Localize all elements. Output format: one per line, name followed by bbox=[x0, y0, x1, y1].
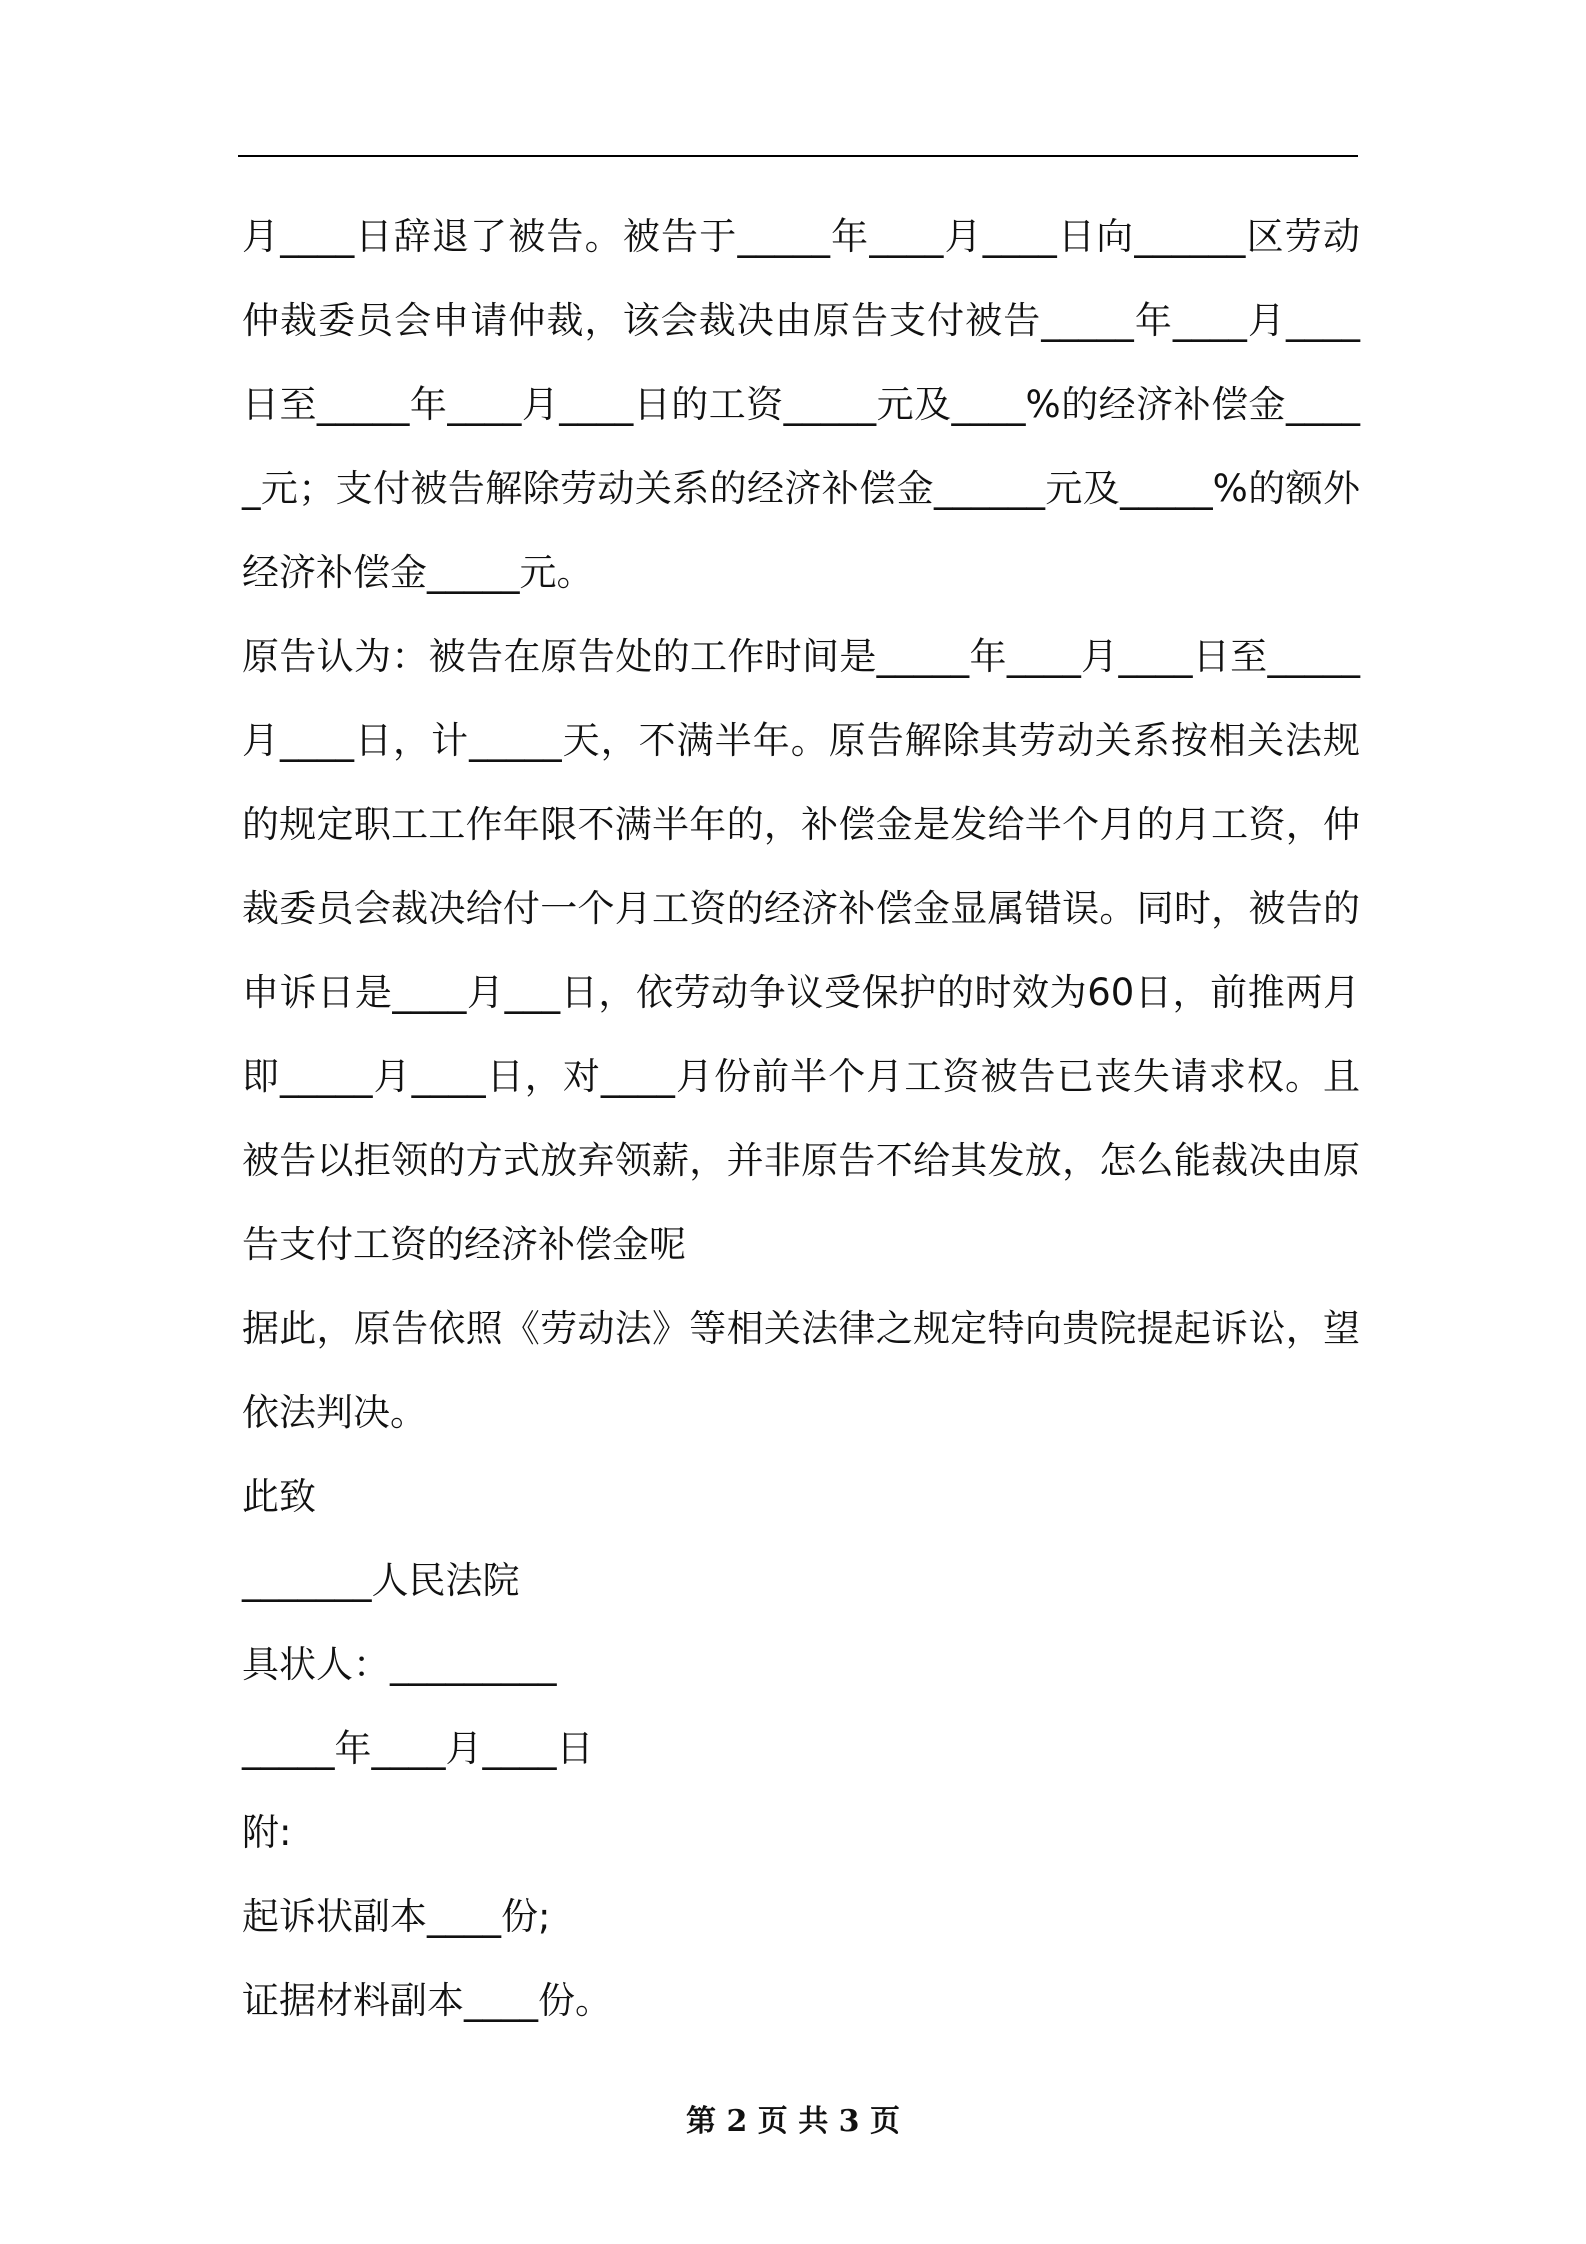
court-name: _______人民法院 bbox=[242, 1559, 520, 1602]
paragraph-arbitration-facts: 月____日辞退了被告。被告于_____年____月____日向______区劳动仲裁委员会申请仲裁，该会裁决由原告支付被告_____年____月____日至_____年____月____日的工资_____元及____%的经济补偿金_____元；支付被告解除劳动关系的经济补偿金______元及_____%的额外经济补偿金_____元。 bbox=[242, 215, 1360, 594]
attachments-heading: 附: bbox=[242, 1811, 292, 1854]
document-body bbox=[242, 195, 1360, 2043]
header-rule bbox=[238, 155, 1358, 157]
page-number-footer: 第 2 页 共 3 页 bbox=[686, 2104, 900, 2139]
signer-line: 具状人：_________ bbox=[242, 1643, 557, 1686]
paragraph-plaintiff-argument: 原告认为：被告在原告处的工作时间是_____年____月____日至_____月____日，计_____天，不满半年。原告解除其劳动关系按相关法规的规定职工工作年限不满半年的，补偿金是发给半个月的月工资，仲裁委员会裁决给付一个月工资的经济补偿金显属错误。同时，被告的申诉日是____月___日，依劳动争议受保护的时效为60日，前推两月即_____月____日，对____月份前半个月工资被告已丧失请求权。且被告以拒领的方式放弃领薪，并非原告不给其发放，怎么能裁决由原告支付工资的经济补偿金呢 bbox=[242, 635, 1360, 1266]
attachment-item-complaint-copies: 起诉状副本____份; bbox=[242, 1895, 551, 1938]
paragraph-claim: 据此，原告依照《劳动法》等相关法律之规定特向贵院提起诉讼，望依法判决。 bbox=[242, 1307, 1360, 1434]
date-line: _____年____月____日 bbox=[242, 1727, 594, 1770]
attachment-item-evidence-copies: 证据材料副本____份。 bbox=[242, 1979, 612, 2022]
salutation: 此致 bbox=[242, 1475, 316, 1518]
